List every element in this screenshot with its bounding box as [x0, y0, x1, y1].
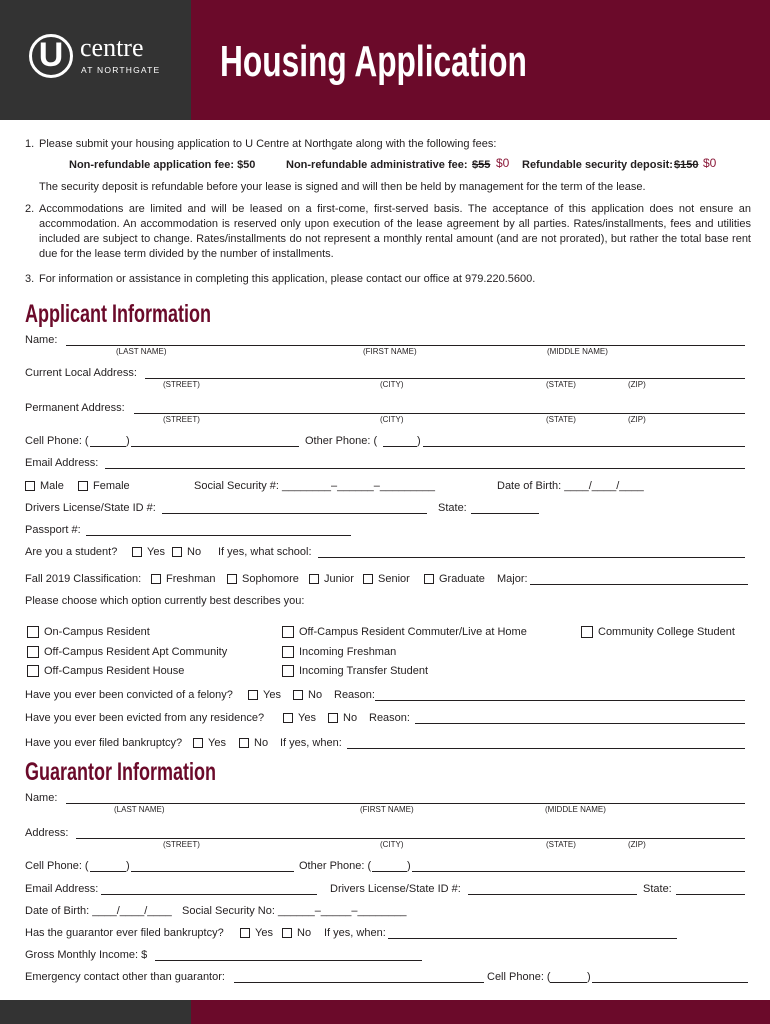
- intro-item1-number: 1.: [25, 138, 35, 150]
- graduate-label: Graduate: [439, 573, 485, 585]
- guarantor-first-name-caption: (FIRST NAME): [360, 805, 414, 814]
- sophomore-label: Sophomore: [242, 573, 299, 585]
- evicted-question: Have you ever been evicted from any residence?: [25, 712, 265, 724]
- intro-item3-text: For information or assistance in completing this application, please contact our office at 979.220.5600.: [39, 273, 536, 285]
- gross-income-label: Gross Monthly Income: $: [25, 949, 148, 961]
- school-field[interactable]: [318, 557, 745, 558]
- bankruptcy-no-label: No: [254, 737, 269, 749]
- fee-deposit-new: $0: [703, 156, 717, 170]
- applicant-last-name-caption: (LAST NAME): [116, 347, 167, 356]
- local-zip-caption: (ZIP): [628, 380, 646, 389]
- email-label: Email Address:: [25, 457, 99, 469]
- applicant-heading: Applicant Information: [25, 300, 211, 328]
- major-field[interactable]: [530, 584, 748, 585]
- community-college-checkbox[interactable]: [581, 626, 593, 638]
- incoming-freshman-checkbox[interactable]: [282, 646, 294, 658]
- guarantor-state-caption: (STATE): [546, 840, 576, 849]
- bankruptcy-when-field[interactable]: [347, 748, 745, 749]
- freshman-checkbox[interactable]: [151, 574, 161, 584]
- felony-reason-label: Reason:: [334, 689, 375, 701]
- page-title: Housing Application: [220, 37, 527, 86]
- junior-checkbox[interactable]: [309, 574, 319, 584]
- header-logo-panel: [0, 0, 191, 120]
- ssn-field[interactable]: Social Security #: ________–______–_________: [194, 480, 435, 492]
- guarantor-bankruptcy-when-field[interactable]: [388, 938, 677, 939]
- perm-city-caption: (CITY): [380, 415, 404, 424]
- email-field[interactable]: [105, 468, 745, 469]
- incoming-transfer-checkbox[interactable]: [282, 665, 294, 677]
- guarantor-bankruptcy-question: Has the guarantor ever filed bankruptcy?: [25, 927, 224, 939]
- guarantor-heading: Guarantor Information: [25, 758, 217, 786]
- deposit-note: The security deposit is refundable before your lease is signed and will then be held by management for the term of the lease.: [39, 181, 646, 193]
- drivers-license-label: Drivers License/State ID #:: [25, 502, 156, 514]
- bankruptcy-yes-checkbox[interactable]: [193, 738, 203, 748]
- off-campus-house-label: Off-Campus Resident House: [44, 665, 185, 677]
- guarantor-dl-label: Drivers License/State ID #:: [330, 883, 461, 895]
- guarantor-bankruptcy-when-label: If yes, when:: [324, 927, 386, 939]
- guarantor-address-field[interactable]: [76, 838, 745, 839]
- guarantor-state-field[interactable]: [676, 894, 745, 895]
- guarantor-bankruptcy-no-label: No: [297, 927, 312, 939]
- guarantor-bankruptcy-yes-checkbox[interactable]: [240, 928, 250, 938]
- senior-checkbox[interactable]: [363, 574, 373, 584]
- logo-subtext: AT NORTHGATE: [81, 65, 161, 75]
- sophomore-checkbox[interactable]: [227, 574, 237, 584]
- footer-bar-left: [0, 1000, 191, 1024]
- perm-state-caption: (STATE): [546, 415, 576, 424]
- bankruptcy-no-checkbox[interactable]: [239, 738, 249, 748]
- student-no-checkbox[interactable]: [172, 547, 182, 557]
- guarantor-address-label: Address:: [25, 827, 69, 839]
- other-phone-area-field[interactable]: [383, 446, 417, 447]
- guarantor-cell-area-field[interactable]: [90, 871, 126, 872]
- permanent-address-label: Permanent Address:: [25, 402, 125, 414]
- guarantor-city-caption: (CITY): [380, 840, 404, 849]
- dl-state-label: State:: [438, 502, 467, 514]
- emergency-cell-label: Cell Phone: (: [487, 971, 551, 983]
- guarantor-other-area-field[interactable]: [372, 871, 407, 872]
- senior-label: Senior: [378, 573, 410, 585]
- intro-item2-number: 2.: [25, 203, 35, 215]
- female-checkbox[interactable]: [78, 481, 88, 491]
- major-label: Major:: [497, 573, 528, 585]
- logo-letter: U: [38, 36, 64, 74]
- off-campus-apt-checkbox[interactable]: [27, 646, 39, 658]
- evicted-yes-checkbox[interactable]: [283, 713, 293, 723]
- felony-reason-field[interactable]: [375, 700, 745, 701]
- junior-label: Junior: [324, 573, 354, 585]
- intro-item3-number: 3.: [25, 273, 35, 285]
- footer-bar-right: [191, 1000, 770, 1024]
- felony-yes-label: Yes: [263, 689, 281, 701]
- evicted-yes-label: Yes: [298, 712, 316, 724]
- applicant-middle-name-caption: (MIDDLE NAME): [547, 347, 608, 356]
- describe-prompt: Please choose which option currently best describes you:: [25, 595, 305, 607]
- cell-phone-field[interactable]: [131, 446, 299, 447]
- passport-label: Passport #:: [25, 524, 81, 536]
- male-checkbox[interactable]: [25, 481, 35, 491]
- school-label: If yes, what school:: [218, 546, 312, 558]
- student-question: Are you a student?: [25, 546, 118, 558]
- felony-no-label: No: [308, 689, 323, 701]
- student-no-label: No: [187, 546, 202, 558]
- felony-question: Have you ever been convicted of a felony?: [25, 689, 233, 701]
- guarantor-bankruptcy-no-checkbox[interactable]: [282, 928, 292, 938]
- guarantor-ssn-field[interactable]: Social Security No: ______–_____–________: [182, 905, 407, 917]
- felony-yes-checkbox[interactable]: [248, 690, 258, 700]
- bankruptcy-question: Have you ever filed bankruptcy?: [25, 737, 183, 749]
- bankruptcy-when-label: If yes, when:: [280, 737, 342, 749]
- fee-admin-old: $55: [472, 159, 491, 171]
- guarantor-zip-caption: (ZIP): [628, 840, 646, 849]
- guarantor-dob-field[interactable]: Date of Birth: ____/____/____: [25, 905, 172, 917]
- guarantor-email-label: Email Address:: [25, 883, 99, 895]
- local-city-caption: (CITY): [380, 380, 404, 389]
- commuter-label: Off-Campus Resident Commuter/Live at Home: [299, 626, 527, 638]
- emergency-cell-paren: ): [587, 971, 591, 983]
- guarantor-last-name-caption: (LAST NAME): [114, 805, 165, 814]
- incoming-freshman-label: Incoming Freshman: [299, 646, 397, 658]
- classification-label: Fall 2019 Classification:: [25, 573, 142, 585]
- emergency-contact-label: Emergency contact other than guarantor:: [25, 971, 225, 983]
- intro-item2-text: Accommodations are limited and will be leased on a first-come, first-served basis. The acceptance of this application does not ensure an accommodation. An accommodation is reserved only upon execution of the lease agreement by all parties. Rates/installments, fees and utilities included are subject to change. Rates/installments do not represent a monthly rental amount (and are not prorated), but rather the total base rent due for the lease term divided by the number of installments.: [39, 203, 751, 260]
- on-campus-label: On-Campus Resident: [44, 626, 150, 638]
- passport-field[interactable]: [86, 535, 351, 536]
- incoming-transfer-label: Incoming Transfer Student: [299, 665, 429, 677]
- guarantor-email-field[interactable]: [101, 894, 317, 895]
- cell-phone-label: Cell Phone: (: [25, 435, 89, 447]
- evicted-no-label: No: [343, 712, 358, 724]
- bankruptcy-yes-label: Yes: [208, 737, 226, 749]
- guarantor-cell-label: Cell Phone: (: [25, 860, 89, 872]
- community-college-label: Community College Student: [598, 626, 735, 638]
- local-address-label: Current Local Address:: [25, 367, 137, 379]
- fee-admin-new: $0: [496, 156, 510, 170]
- other-phone-paren: ): [417, 435, 421, 447]
- dl-state-field[interactable]: [471, 513, 539, 514]
- guarantor-bankruptcy-yes-label: Yes: [255, 927, 273, 939]
- student-yes-label: Yes: [147, 546, 165, 558]
- guarantor-state-label: State:: [643, 883, 672, 895]
- guarantor-middle-name-caption: (MIDDLE NAME): [545, 805, 606, 814]
- applicant-first-name-caption: (FIRST NAME): [363, 347, 417, 356]
- gross-income-field[interactable]: [155, 960, 422, 961]
- graduate-checkbox[interactable]: [424, 574, 434, 584]
- guarantor-cell-paren: ): [126, 860, 130, 872]
- student-yes-checkbox[interactable]: [132, 547, 142, 557]
- dob-field[interactable]: Date of Birth: ____/____/____: [497, 480, 644, 492]
- applicant-name-label: Name:: [25, 334, 58, 346]
- cell-phone-area-field[interactable]: [90, 446, 126, 447]
- emergency-cell-field[interactable]: [592, 982, 748, 983]
- local-state-caption: (STATE): [546, 380, 576, 389]
- guarantor-other-phone-field[interactable]: [412, 871, 745, 872]
- emergency-cell-area-field[interactable]: [550, 982, 587, 983]
- evicted-no-checkbox[interactable]: [328, 713, 338, 723]
- perm-street-caption: (STREET): [163, 415, 200, 424]
- other-phone-field[interactable]: [423, 446, 745, 447]
- logo-word: centre: [80, 33, 144, 62]
- off-campus-house-checkbox[interactable]: [27, 665, 39, 677]
- evicted-reason-label: Reason:: [369, 712, 410, 724]
- on-campus-checkbox[interactable]: [27, 626, 39, 638]
- guarantor-other-phone-label: Other Phone: (: [299, 860, 372, 872]
- perm-zip-caption: (ZIP): [628, 415, 646, 424]
- evicted-reason-field[interactable]: [415, 723, 745, 724]
- off-campus-apt-label: Off-Campus Resident Apt Community: [44, 646, 228, 658]
- intro-item1-text: Please submit your housing application to U Centre at Northgate along with the following fees:: [39, 138, 497, 150]
- freshman-label: Freshman: [166, 573, 216, 585]
- permanent-address-field[interactable]: [134, 413, 745, 414]
- fee-deposit-old: $150: [674, 159, 699, 171]
- applicant-name-field[interactable]: [66, 345, 745, 346]
- guarantor-cell-field[interactable]: [131, 871, 294, 872]
- fee-application: Non-refundable application fee: $50: [69, 159, 256, 171]
- other-phone-label: Other Phone: (: [305, 435, 378, 447]
- male-label: Male: [40, 480, 64, 492]
- cell-phone-paren: ): [126, 435, 130, 447]
- guarantor-name-label: Name:: [25, 792, 58, 804]
- commuter-checkbox[interactable]: [282, 626, 294, 638]
- guarantor-other-paren: ): [407, 860, 411, 872]
- local-street-caption: (STREET): [163, 380, 200, 389]
- guarantor-name-field[interactable]: [66, 803, 745, 804]
- fee-deposit-label: Refundable security deposit:: [522, 159, 673, 171]
- fee-admin-label: Non-refundable administrative fee:: [286, 159, 468, 171]
- guarantor-dl-field[interactable]: [468, 894, 637, 895]
- emergency-contact-field[interactable]: [234, 982, 484, 983]
- drivers-license-field[interactable]: [162, 513, 427, 514]
- felony-no-checkbox[interactable]: [293, 690, 303, 700]
- guarantor-street-caption: (STREET): [163, 840, 200, 849]
- female-label: Female: [93, 480, 130, 492]
- local-address-field[interactable]: [145, 378, 745, 379]
